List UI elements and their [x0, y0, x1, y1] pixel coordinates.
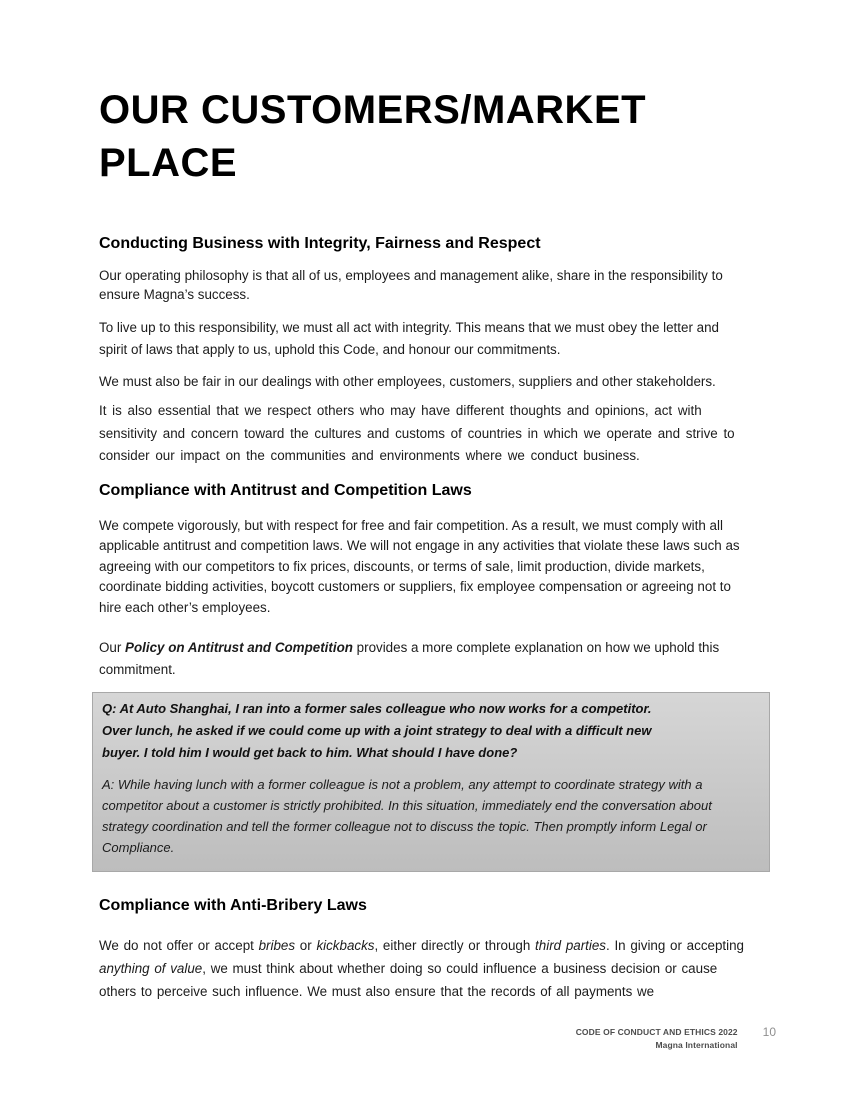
- text-run: . In giving or accepting: [606, 938, 745, 953]
- policy-name-emphasis: Policy on Antitrust and Competition: [125, 640, 353, 655]
- page-title: OUR CUSTOMERS/MARKET PLACE: [99, 88, 647, 185]
- page-number: 10: [762, 1025, 776, 1039]
- paragraph-fair-dealings: We must also be fair in our dealings with other employees, customers, suppliers and other stakeholders.: [99, 374, 716, 389]
- text-run: Our: [99, 640, 126, 655]
- footer-document-name: CODE OF CONDUCT AND ETHICS 2022: [575, 1027, 738, 1037]
- paragraph-operating-philosophy: Our operating philosophy is that all of us, employees and management alike, share in the responsibility to ensure Magna’s success.: [99, 268, 723, 302]
- footer-text-block: [576, 1026, 738, 1052]
- paragraph-anti-bribery: [99, 934, 750, 1003]
- text-run: We do not offer or accept: [99, 938, 259, 953]
- qa-question: Q: At Auto Shanghai, I ran into a former sales colleague who now works for a competitor. Over lunch, he asked if we could come up with a joint strategy to deal with a difficult new buyer. I told him I would get back to him. What should I have done?: [102, 701, 652, 760]
- qa-answer: A: While having lunch with a former colleague is not a problem, any attempt to coordinate strategy with a competitor about a customer is strictly prohibited. In this situation, immediately end the conversation about strategy coordination and tell the former colleague not to discuss the topic. Then promptly inform Legal or Compliance.: [102, 777, 712, 855]
- paragraph-act-with-integrity: To live up to this responsibility, we must all act with integrity. This means that we must obey the letter and spirit of laws that apply to us, uphold this Code, and honour our commitments.: [99, 320, 719, 357]
- heading-integrity: Conducting Business with Integrity, Fairness and Respect: [99, 235, 541, 252]
- page-footer: [576, 1026, 776, 1052]
- emphasis-bribes: bribes: [258, 938, 296, 953]
- heading-anti-bribery: Compliance with Anti-Bribery Laws: [99, 897, 367, 914]
- emphasis-kickbacks: kickbacks: [316, 938, 375, 953]
- paragraph-antitrust-policy: [99, 637, 750, 681]
- text-run: , either directly or through: [374, 938, 536, 953]
- paragraph-antitrust: We compete vigorously, but with respect for free and fair competition. As a result, we must comply with all applicable antitrust and competition laws. We will not engage in any activities that violate these laws such as agreeing with our competitors to fix prices, discounts, or terms of sale, limit production, divide markets, coordinate bidding activities, boycott customers or suppliers, fix employee compensation or agreeing not to hire each other’s employees.: [99, 517, 740, 615]
- qa-callout-box: [92, 692, 770, 872]
- text-run: or: [295, 938, 317, 953]
- text-run: , we must think about whether doing so could influence a business decision or cause others to perceive such influence. We must also ensure that the records of all payments we: [99, 961, 718, 999]
- paragraph-respect-others: It is also essential that we respect others who may have different thoughts and opinions, act with sensitivity and concern toward the cultures and customs of countries in which we operate and strive to consider our impact on the communities and environments where we conduct business.: [99, 403, 735, 463]
- footer-company-name: Magna International: [655, 1040, 738, 1050]
- text-run: provides a more complete explanation on how we uphold this commitment.: [99, 640, 720, 677]
- emphasis-third-parties: third parties: [535, 938, 607, 953]
- emphasis-anything-of-value: anything of value: [99, 961, 203, 976]
- heading-antitrust: Compliance with Antitrust and Competition Laws: [99, 481, 472, 499]
